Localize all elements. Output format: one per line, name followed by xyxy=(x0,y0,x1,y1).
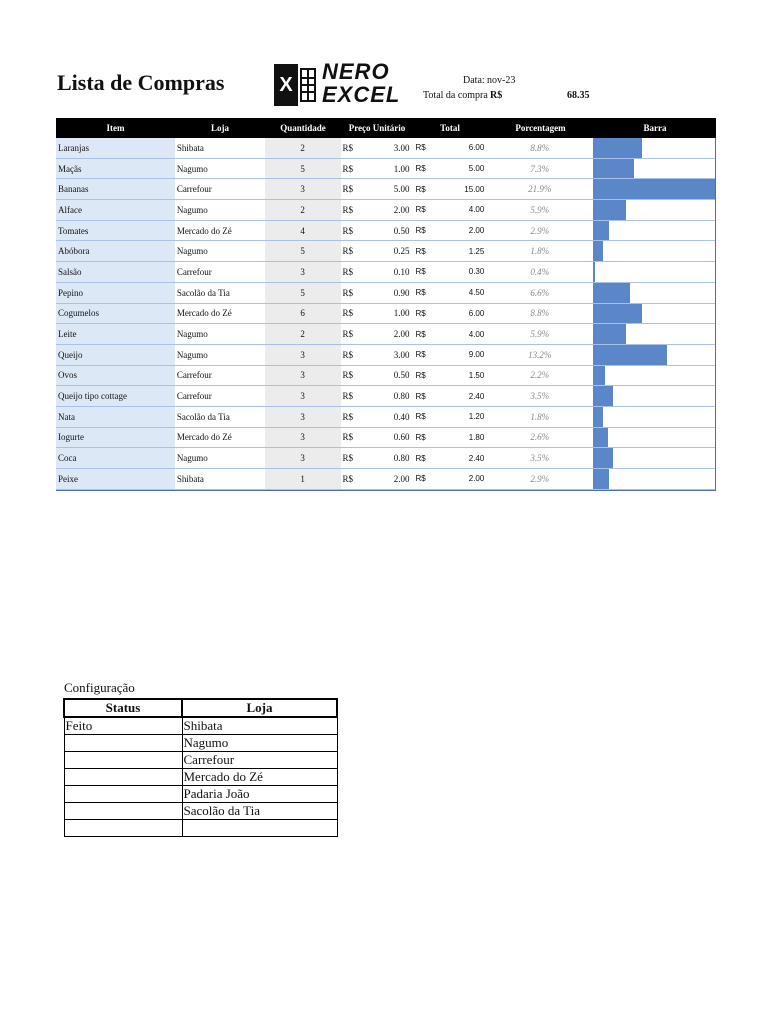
cell-quantidade[interactable]: 3 xyxy=(265,448,341,468)
total-value: 0.30 xyxy=(468,267,485,277)
cell-item[interactable]: Salsão xyxy=(56,262,175,282)
data-bar xyxy=(593,159,634,179)
col-header-preco[interactable]: Preço Unitário xyxy=(348,123,406,133)
cell-porcentagem[interactable]: 5.9% xyxy=(530,329,550,340)
cell-item[interactable]: Maçãs xyxy=(56,159,175,179)
table-row xyxy=(56,138,715,159)
cell-total[interactable] xyxy=(412,330,486,339)
cell-porcentagem[interactable]: 3.5% xyxy=(530,391,550,402)
config-row xyxy=(64,735,337,752)
currency-symbol: R$ xyxy=(415,391,426,401)
currency-symbol: R$ xyxy=(342,411,354,422)
table-row xyxy=(56,345,715,366)
cell-item[interactable]: Ovos xyxy=(56,366,175,386)
currency-symbol: R$ xyxy=(415,453,426,463)
cell-barra[interactable] xyxy=(593,407,715,427)
currency-symbol: R$ xyxy=(342,184,354,195)
config-title: Configuração xyxy=(64,680,135,695)
cell-barra[interactable] xyxy=(593,386,715,406)
cell-barra[interactable] xyxy=(593,448,715,468)
currency-symbol: R$ xyxy=(342,142,354,153)
col-header-loja[interactable]: Loja xyxy=(211,123,229,133)
cell-barra[interactable] xyxy=(593,138,715,158)
cell-barra[interactable] xyxy=(593,200,715,220)
currency-symbol: R$ xyxy=(415,184,426,194)
data-bar xyxy=(593,407,603,427)
config-cell-status[interactable]: Feito xyxy=(64,717,182,735)
cell-barra[interactable] xyxy=(593,283,715,303)
cell-porcentagem[interactable]: 2.6% xyxy=(530,432,550,443)
currency-symbol: R$ xyxy=(342,391,354,402)
cell-porcentagem[interactable]: 1.8% xyxy=(530,246,550,257)
currency-symbol: R$ xyxy=(342,246,354,257)
table-row xyxy=(56,262,715,283)
data-bar xyxy=(593,262,595,282)
total-currency: R$ xyxy=(490,90,503,101)
preco-value: 0.50 xyxy=(393,225,410,236)
cell-preco-unitario[interactable] xyxy=(341,308,413,318)
currency-symbol: R$ xyxy=(415,205,426,215)
config-cell-status[interactable] xyxy=(64,820,182,837)
total-value: 2.00 xyxy=(468,226,485,236)
config-cell-status[interactable] xyxy=(64,786,182,803)
cell-porcentagem[interactable]: 21.9% xyxy=(528,184,552,195)
currency-symbol: R$ xyxy=(415,226,426,236)
currency-symbol: R$ xyxy=(342,432,354,443)
total-value: 4.00 xyxy=(468,329,485,339)
cell-quantidade[interactable]: 2 xyxy=(265,138,341,158)
cell-preco-unitario[interactable] xyxy=(341,350,413,360)
preco-value: 0.90 xyxy=(393,287,410,298)
config-table xyxy=(63,698,338,837)
cell-preco-unitario[interactable] xyxy=(341,246,413,256)
total-value: 2.40 xyxy=(468,453,485,463)
preco-value: 0.80 xyxy=(393,391,410,402)
table-row xyxy=(56,221,715,242)
cell-quantidade[interactable]: 5 xyxy=(265,241,341,261)
config-row xyxy=(64,752,337,769)
cell-quantidade[interactable]: 3 xyxy=(265,262,341,282)
cell-porcentagem[interactable]: 2.9% xyxy=(530,473,550,484)
table-row xyxy=(56,241,715,262)
cell-quantidade[interactable]: 3 xyxy=(265,386,341,406)
cell-porcentagem[interactable]: 1.8% xyxy=(530,411,550,422)
cell-total[interactable] xyxy=(412,454,486,463)
config-header-loja[interactable]: Loja xyxy=(182,699,337,717)
cell-loja[interactable]: Sacolão da Tia xyxy=(176,411,230,422)
total-label: Total da compra xyxy=(423,90,488,101)
page-title: Lista de Compras xyxy=(57,70,225,95)
cell-barra[interactable] xyxy=(593,428,715,448)
preco-value: 0.60 xyxy=(393,432,410,443)
cell-barra[interactable] xyxy=(593,221,715,241)
cell-total[interactable] xyxy=(412,143,486,152)
cell-quantidade[interactable]: 5 xyxy=(265,283,341,303)
cell-preco-unitario[interactable] xyxy=(341,474,413,484)
cell-total[interactable] xyxy=(412,288,486,297)
preco-value: 1.00 xyxy=(393,308,410,319)
cell-total[interactable] xyxy=(412,267,486,276)
currency-symbol: R$ xyxy=(342,349,354,360)
cell-item[interactable]: Bananas xyxy=(56,179,175,199)
total-value: 6.00 xyxy=(468,308,485,318)
table-row xyxy=(56,428,715,449)
currency-symbol: R$ xyxy=(415,412,426,422)
currency-symbol: R$ xyxy=(342,204,354,215)
cell-barra[interactable] xyxy=(593,469,715,489)
cell-preco-unitario[interactable] xyxy=(341,370,413,380)
table-row xyxy=(56,407,715,428)
cell-item[interactable]: Nata xyxy=(56,407,175,427)
cell-total[interactable] xyxy=(412,392,486,401)
preco-value: 0.10 xyxy=(393,266,410,277)
table-row xyxy=(56,469,715,490)
table-row xyxy=(56,159,715,180)
preco-value: 0.50 xyxy=(393,370,410,381)
currency-symbol: R$ xyxy=(415,143,426,153)
currency-symbol: R$ xyxy=(342,453,354,464)
table-row xyxy=(56,283,715,304)
data-bar xyxy=(593,428,607,448)
cell-total[interactable] xyxy=(412,412,486,421)
cell-loja[interactable]: Carrefour xyxy=(176,184,212,195)
data-bar xyxy=(593,366,605,386)
preco-value: 2.00 xyxy=(393,204,410,215)
data-bar xyxy=(593,241,603,261)
cell-quantidade[interactable]: 3 xyxy=(265,366,341,386)
total-value: 1.80 xyxy=(468,432,485,442)
cell-loja[interactable]: Nagumo xyxy=(176,453,208,464)
data-bar xyxy=(593,304,642,324)
cell-item[interactable]: Iogurte xyxy=(56,428,175,448)
cell-loja[interactable]: Nagumo xyxy=(176,349,208,360)
currency-symbol: R$ xyxy=(342,163,354,174)
cell-preco-unitario[interactable] xyxy=(341,143,413,153)
data-bar xyxy=(593,469,609,489)
total-value: 68.35 xyxy=(567,90,590,101)
preco-value: 5.00 xyxy=(393,184,410,195)
cell-porcentagem[interactable]: 0.4% xyxy=(530,266,550,277)
cell-loja[interactable]: Nagumo xyxy=(176,163,208,174)
total-value: 1.20 xyxy=(468,412,485,422)
cell-loja[interactable]: Carrefour xyxy=(176,266,212,277)
cell-total[interactable] xyxy=(412,185,486,194)
cell-preco-unitario[interactable] xyxy=(341,329,413,339)
cell-barra[interactable] xyxy=(593,159,715,179)
total-value: 4.00 xyxy=(468,205,485,215)
preco-value: 2.00 xyxy=(393,329,410,340)
cell-loja[interactable]: Nagumo xyxy=(176,204,208,215)
preco-value: 0.40 xyxy=(393,411,410,422)
cell-preco-unitario[interactable] xyxy=(341,226,413,236)
currency-symbol: R$ xyxy=(342,370,354,381)
col-header-porcentagem[interactable]: Porcentagem xyxy=(515,123,566,133)
cell-barra[interactable] xyxy=(593,262,715,282)
cell-item[interactable]: Peixe xyxy=(56,469,175,489)
data-bar xyxy=(593,345,666,365)
cell-loja[interactable]: Sacolão da Tia xyxy=(176,287,230,298)
cell-total[interactable] xyxy=(412,309,486,318)
cell-quantidade[interactable]: 2 xyxy=(265,200,341,220)
cell-barra[interactable] xyxy=(593,241,715,261)
data-bar xyxy=(593,386,612,406)
config-cell-loja[interactable]: Sacolão da Tia xyxy=(182,803,337,820)
currency-symbol: R$ xyxy=(415,350,426,360)
cell-item[interactable]: Abóbora xyxy=(56,241,175,261)
cell-barra[interactable] xyxy=(593,366,715,386)
currency-symbol: R$ xyxy=(342,266,354,277)
cell-porcentagem[interactable]: 5.9% xyxy=(530,204,550,215)
cell-item[interactable]: Alface xyxy=(56,200,175,220)
cell-loja[interactable]: Nagumo xyxy=(176,329,208,340)
currency-symbol: R$ xyxy=(342,225,354,236)
total-value: 15.00 xyxy=(464,184,485,194)
currency-symbol: R$ xyxy=(342,473,354,484)
cell-barra[interactable] xyxy=(593,345,715,365)
cell-total[interactable] xyxy=(412,350,486,359)
cell-preco-unitario[interactable] xyxy=(341,391,413,401)
excel-logo-icon: X xyxy=(274,64,298,106)
cell-quantidade[interactable]: 6 xyxy=(265,304,341,324)
cell-barra[interactable] xyxy=(593,179,715,199)
cell-quantidade[interactable]: 1 xyxy=(265,469,341,489)
config-row xyxy=(64,769,337,786)
cell-total[interactable] xyxy=(412,164,486,173)
currency-symbol: R$ xyxy=(415,308,426,318)
cell-porcentagem[interactable]: 2.2% xyxy=(530,370,550,381)
cell-barra[interactable] xyxy=(593,304,715,324)
cell-item[interactable]: Cogumelos xyxy=(56,304,175,324)
cell-loja[interactable]: Carrefour xyxy=(176,370,212,381)
total-value: 2.40 xyxy=(468,391,485,401)
cell-quantidade[interactable]: 3 xyxy=(265,407,341,427)
table-row xyxy=(56,179,715,200)
data-bar xyxy=(593,448,612,468)
cell-item[interactable]: Laranjas xyxy=(56,138,175,158)
table-row xyxy=(56,304,715,325)
total-value: 1.25 xyxy=(468,246,485,256)
cell-porcentagem[interactable]: 13.2% xyxy=(528,349,552,360)
cell-loja[interactable]: Shibata xyxy=(176,142,204,153)
col-header-quantidade[interactable]: Quantidade xyxy=(280,123,326,133)
config-cell-status[interactable] xyxy=(64,735,182,752)
table-row xyxy=(56,386,715,407)
currency-symbol: R$ xyxy=(415,267,426,277)
cell-item[interactable]: Queijo tipo cottage xyxy=(56,386,175,406)
total-value: 6.00 xyxy=(468,143,485,153)
currency-symbol: R$ xyxy=(415,370,426,380)
cell-preco-unitario[interactable] xyxy=(341,205,413,215)
col-header-item[interactable]: Item xyxy=(106,123,125,133)
cell-item[interactable]: Queijo xyxy=(56,345,175,365)
cell-preco-unitario[interactable] xyxy=(341,412,413,422)
config-cell-loja[interactable]: Shibata xyxy=(182,717,337,735)
cell-preco-unitario[interactable] xyxy=(341,432,413,442)
cell-total[interactable] xyxy=(412,433,486,442)
preco-value: 3.00 xyxy=(393,349,410,360)
cell-preco-unitario[interactable] xyxy=(341,184,413,194)
total-value: 2.00 xyxy=(468,474,485,484)
currency-symbol: R$ xyxy=(415,432,426,442)
config-row xyxy=(64,803,337,820)
cell-porcentagem[interactable]: 8.8% xyxy=(530,308,550,319)
col-header-barra[interactable]: Barra xyxy=(643,123,667,133)
table-row xyxy=(56,200,715,221)
cell-preco-unitario[interactable] xyxy=(341,288,413,298)
currency-symbol: R$ xyxy=(415,288,426,298)
date-value[interactable]: nov-23 xyxy=(487,75,516,86)
cell-barra[interactable] xyxy=(593,324,715,344)
config-row xyxy=(64,820,337,837)
total-value: 5.00 xyxy=(468,164,485,174)
cell-loja[interactable]: Mercado do Zé xyxy=(176,225,232,236)
logo-text: NERO EXCEL xyxy=(322,59,401,107)
cell-quantidade[interactable]: 4 xyxy=(265,221,341,241)
preco-value: 2.00 xyxy=(393,473,410,484)
cell-porcentagem[interactable]: 3.5% xyxy=(530,453,550,464)
cell-porcentagem[interactable]: 7.3% xyxy=(530,163,550,174)
data-bar xyxy=(593,283,630,303)
cell-porcentagem[interactable]: 6.6% xyxy=(530,287,550,298)
table-row xyxy=(56,324,715,345)
cell-porcentagem[interactable]: 8.8% xyxy=(530,142,550,153)
data-bar xyxy=(593,324,626,344)
table-row xyxy=(56,366,715,387)
data-bar xyxy=(593,221,609,241)
cell-total[interactable] xyxy=(412,474,486,483)
cell-loja[interactable]: Mercado do Zé xyxy=(176,432,232,443)
cell-loja[interactable]: Shibata xyxy=(176,473,204,484)
config-row xyxy=(64,717,337,735)
total-value: 1.50 xyxy=(468,370,485,380)
config-cell-loja[interactable]: Mercado do Zé xyxy=(182,769,337,786)
cell-preco-unitario[interactable] xyxy=(341,267,413,277)
table-body xyxy=(56,138,716,491)
preco-value: 0.80 xyxy=(393,453,410,464)
cell-porcentagem[interactable]: 2.9% xyxy=(530,225,550,236)
currency-symbol: R$ xyxy=(415,329,426,339)
shopping-list-table xyxy=(56,118,716,491)
cell-quantidade[interactable]: 3 xyxy=(265,428,341,448)
cell-total[interactable] xyxy=(412,205,486,214)
currency-symbol: R$ xyxy=(342,308,354,319)
currency-symbol: R$ xyxy=(415,474,426,484)
config-cell-status[interactable] xyxy=(64,803,182,820)
cell-total[interactable] xyxy=(412,247,486,256)
table-row xyxy=(56,448,715,469)
config-cell-status[interactable] xyxy=(64,752,182,769)
currency-symbol: R$ xyxy=(342,287,354,298)
currency-symbol: R$ xyxy=(415,246,426,256)
cell-loja[interactable]: Carrefour xyxy=(176,391,212,402)
cell-quantidade[interactable]: 5 xyxy=(265,159,341,179)
preco-value: 3.00 xyxy=(393,142,410,153)
date-label: Data: xyxy=(463,75,485,86)
currency-symbol: R$ xyxy=(342,329,354,340)
cell-total[interactable] xyxy=(412,371,486,380)
col-header-total[interactable]: Total xyxy=(440,123,460,133)
currency-symbol: R$ xyxy=(415,164,426,174)
config-cell-loja[interactable]: Padaria João xyxy=(182,786,337,803)
cell-loja[interactable]: Mercado do Zé xyxy=(176,308,232,319)
config-header-status[interactable]: Status xyxy=(64,699,182,717)
total-value: 9.00 xyxy=(468,350,485,360)
cell-quantidade[interactable]: 3 xyxy=(265,179,341,199)
cell-loja[interactable]: Nagumo xyxy=(176,246,208,257)
data-bar xyxy=(593,200,626,220)
cell-total[interactable] xyxy=(412,226,486,235)
cell-preco-unitario[interactable] xyxy=(341,164,413,174)
config-cell-loja[interactable]: Carrefour xyxy=(182,752,337,769)
cell-item[interactable]: Tomates xyxy=(56,221,175,241)
data-bar xyxy=(593,179,715,199)
table-header xyxy=(56,118,716,138)
spreadsheet-grid-icon xyxy=(300,68,316,102)
config-cell-loja[interactable] xyxy=(182,820,337,837)
preco-value: 1.00 xyxy=(393,163,410,174)
cell-quantidade[interactable]: 3 xyxy=(265,345,341,365)
config-row xyxy=(64,786,337,803)
config-cell-loja[interactable]: Nagumo xyxy=(182,735,337,752)
cell-quantidade[interactable]: 2 xyxy=(265,324,341,344)
cell-item[interactable]: Coca xyxy=(56,448,175,468)
total-value: 4.50 xyxy=(468,288,485,298)
config-cell-status[interactable] xyxy=(64,769,182,786)
cell-item[interactable]: Pepino xyxy=(56,283,175,303)
data-bar xyxy=(593,138,642,158)
preco-value: 0.25 xyxy=(393,246,410,257)
cell-item[interactable]: Leite xyxy=(56,324,175,344)
cell-preco-unitario[interactable] xyxy=(341,453,413,463)
nero-excel-logo xyxy=(274,59,401,108)
